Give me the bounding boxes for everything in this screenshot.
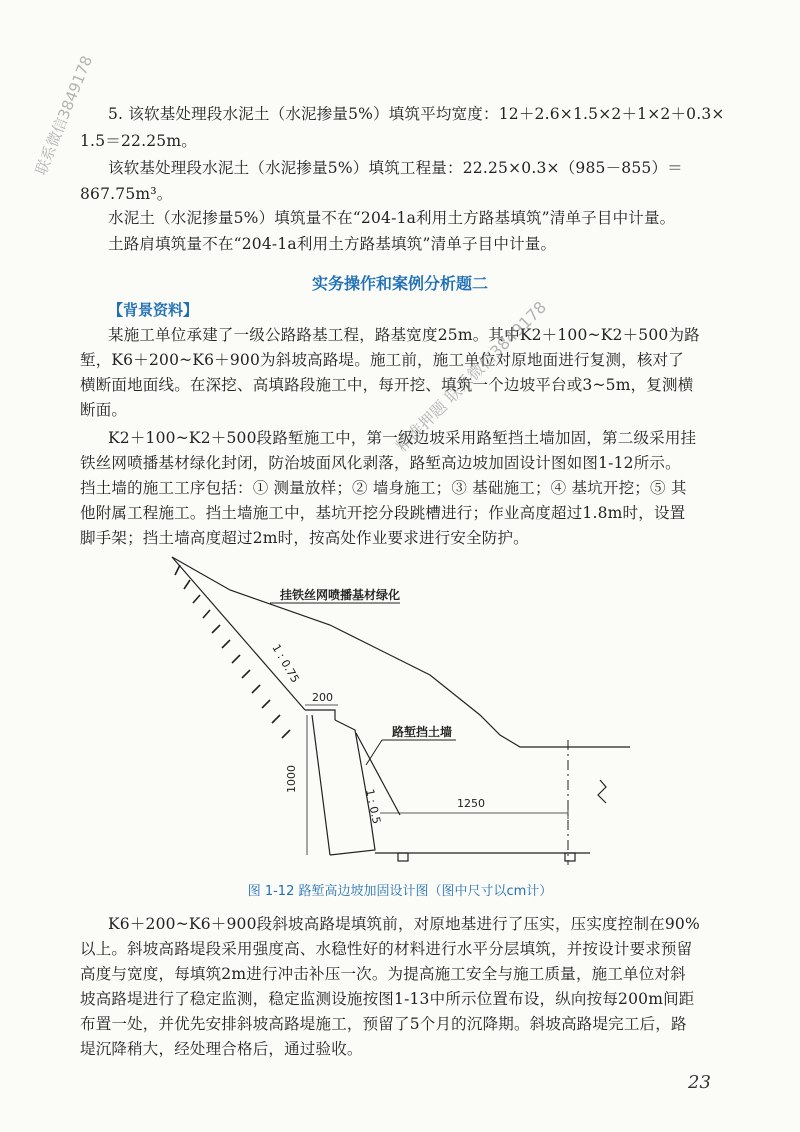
para5-line3: 该软基处理段水泥土（水泥掺量5%）填筑工程量：22.25×0.3×（985－855）＝ xyxy=(108,159,683,177)
after-text-line: 坡高路堤进行了稳定监测，稳定监测设施按图1-13中所示位置布设，纵向按每200m间距 xyxy=(80,990,695,1008)
slope-upper-label: 1 : 0.75 xyxy=(269,642,302,686)
section-heading: 实务操作和案例分析题二 xyxy=(311,274,488,293)
background-label: 【背景资料】 xyxy=(108,301,199,319)
watermark-middle: 精准押题 联系微信3849178 xyxy=(392,297,551,456)
background-line: 某施工单位承建了一级公路路基工程，路基宽度25m。其中K2＋100~K2＋500为路 xyxy=(108,326,700,344)
background-line: 断面。 xyxy=(80,401,128,419)
para5-line2: 1.5＝22.25m。 xyxy=(80,132,197,150)
page-number: 23 xyxy=(688,1072,711,1093)
wall-leader-tick xyxy=(366,740,382,765)
background-line: 堑，K6＋200~K6＋900为斜坡高路堤。施工前，施工单位对原地面进行复测，核对了 xyxy=(80,351,684,369)
after-text-line: 布置一处，并优先安排斜坡高路堤施工，预留了5个月的沉降期。斜坡高路堤完工后，路 xyxy=(80,1015,687,1033)
para5-line4: 867.75m³。 xyxy=(80,185,173,203)
background-line: 他附属工程施工。挡土墙施工中，基坑开挖分段跳槽进行；作业高度超过1.8m时，设置 xyxy=(80,504,686,522)
after-text-line: 高度与宽度，每填筑2m进行冲击补压一次。为提高施工安全与施工质量，施工单位对斜 xyxy=(80,965,686,983)
upper-slope-face xyxy=(172,557,305,710)
after-text-line: K6＋200~K6＋900段斜坡高路堤填筑前，对原地基进行了压实，压实度控制在90% xyxy=(108,915,700,933)
para5-line1: 5. 该软基处理段水泥土（水泥掺量5%）填筑平均宽度：12＋2.6×1.5×2＋1×2＋0.3× xyxy=(108,105,725,123)
background-line: K2＋100~K2＋500段路堑施工中，第一级边坡采用路堑挡土墙加固，第二级采用挂 xyxy=(108,429,697,447)
watermark-top: 联系微信3849178 xyxy=(31,53,97,178)
wall-back xyxy=(330,720,375,855)
drain-right xyxy=(565,853,575,861)
ground-line xyxy=(172,557,630,747)
dim-200-label: 200 xyxy=(312,691,333,704)
background-line: 横断面地面线。在深挖、高填路段施工中，每开挖、填筑一个边坡平台或3~5m，复测横 xyxy=(80,376,694,394)
mesh-label: 挂铁丝网喷播基材绿化 xyxy=(280,588,401,602)
background-line: 铁丝网喷播基材绿化封闭，防治坡面风化剥落，路堑高边坡加固设计图如图1-12所示。 xyxy=(80,454,681,472)
wall-label: 路堑挡土墙 xyxy=(392,725,453,739)
figure-caption: 图 1-12 路堑高边坡加固设计图（图中尺寸以cm计） xyxy=(247,884,553,899)
berm-platform xyxy=(305,710,335,720)
after-text-line: 以上。斜坡高路堤段采用强度高、水稳性好的材料进行水平分层填筑，并按设计要求预留 xyxy=(80,940,693,958)
slope-lower-label: 1 : 0.5 xyxy=(363,787,384,826)
drain-left xyxy=(398,853,408,861)
para5-line5: 水泥土（水泥掺量5%）填筑量不在“204-1a利用土方路基填筑”清单子目中计量。 xyxy=(108,209,676,227)
dim-1250-label: 1250 xyxy=(457,797,485,810)
break-mark xyxy=(598,780,606,803)
background-line: 脚手架；挡土墙高度超过2m时，按高处作业要求进行安全防护。 xyxy=(80,529,529,547)
after-text-line: 堤沉降稍大，经处理合格后，通过验收。 xyxy=(80,1040,363,1058)
background-line: 挡土墙的施工工序包括：① 测量放样；② 墙身施工；③ 基础施工；④ 基坑开挖；⑤ 其 xyxy=(80,479,687,497)
dim-1000-label: 1000 xyxy=(285,765,298,793)
wall-front-face xyxy=(312,715,330,855)
slope-reinforcement-figure xyxy=(170,555,630,875)
para5-line6: 土路肩填筑量不在“204-1a利用土方路基填筑”清单子目中计量。 xyxy=(108,235,557,253)
